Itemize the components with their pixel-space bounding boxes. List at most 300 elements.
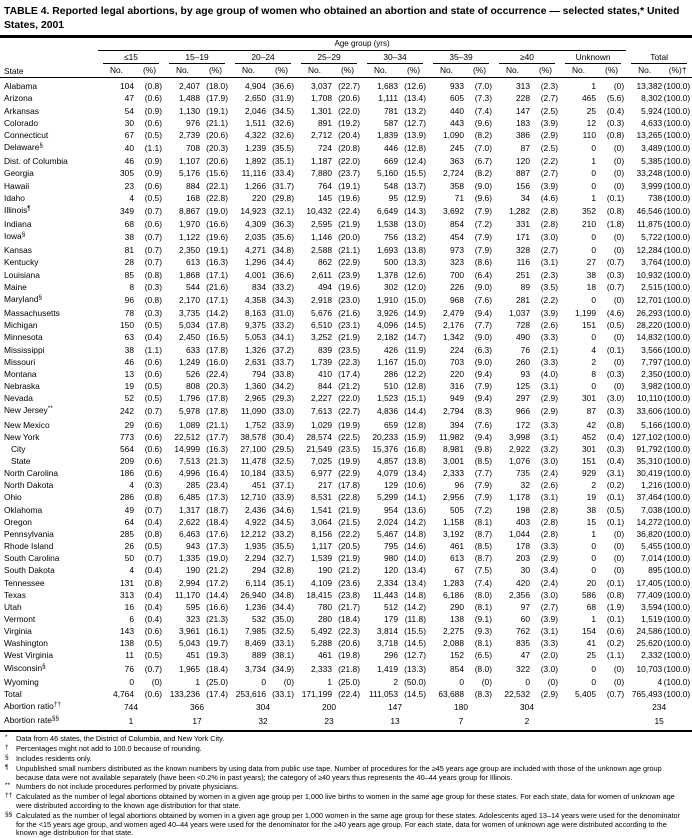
state-label: North Carolina (4, 468, 58, 479)
cell-percent: (4.0) (540, 368, 558, 379)
cell-percent: (0.6) (144, 368, 162, 379)
cell-percent: (18.4) (338, 614, 360, 624)
cell-number: 1,199 (575, 308, 596, 319)
cell-number: 440 (450, 105, 464, 116)
cell-number: 2,275 (443, 626, 464, 637)
cell-percent: (34.4) (272, 601, 294, 612)
cell-percent: (13.4) (404, 468, 426, 479)
cell-percent: (33.8) (272, 368, 294, 379)
cell-percent: (2.7) (540, 168, 558, 179)
cell-percent: (0.4) (144, 516, 162, 527)
cell-number: 781 (384, 105, 398, 116)
cell-percent: (7.0) (474, 81, 492, 92)
state-label: Illinois¶ (4, 204, 31, 215)
cell-number: 887 (516, 168, 530, 179)
cell-number: 2,227 (311, 393, 332, 404)
cell-percent: (13.0) (404, 219, 426, 229)
cell-number: 34 (520, 192, 530, 203)
cell-number: 11,982 (439, 431, 464, 442)
cell-number: 548 (384, 180, 398, 191)
cell-number: 4,857 (377, 455, 398, 466)
footnote-marker: † (5, 744, 9, 752)
cell-percent: (1.1) (606, 650, 625, 661)
cell-percent: (17.9) (206, 93, 228, 104)
cell-percent: (0.3) (606, 117, 625, 128)
table-row (0, 676, 692, 688)
cell-number: 12,710 (240, 492, 266, 503)
cell-percent: (12.8) (404, 419, 426, 430)
cell-number: 1,796 (179, 393, 200, 404)
cell-number: 8,867 (179, 205, 200, 216)
cell-number: 11,875 (637, 219, 663, 229)
cell-number: 780 (318, 601, 332, 612)
cell-percent: (21.5) (338, 516, 360, 527)
cell-number: 0 (591, 663, 596, 674)
cell-percent: (35.1) (272, 577, 294, 588)
cell-percent: (21.2) (338, 565, 360, 576)
cell-number: 1 (195, 676, 200, 687)
cell-percent: (13.2) (404, 232, 426, 243)
cell-number: 0 (525, 676, 530, 687)
cell-percent: (36.6) (272, 81, 294, 92)
cell-number: 4,309 (245, 219, 266, 229)
cell-number: 3,001 (443, 455, 464, 466)
cell-number: 13,382 (636, 81, 663, 92)
cell-number: 49 (124, 504, 134, 515)
cell-percent: (35.1) (272, 156, 294, 167)
cell-rate: 32 (230, 714, 296, 731)
cell-percent: (33.9) (272, 419, 294, 430)
cell-percent: (17.4) (206, 688, 228, 699)
cell-number: 296 (384, 650, 398, 661)
cell-number: 12,212 (240, 528, 266, 539)
cell-percent: (0.2) (606, 480, 625, 491)
cell-percent: (7.4) (474, 105, 492, 116)
cell-number: 349 (120, 205, 134, 216)
cell-number: 1 (591, 614, 596, 624)
cell-percent: (13.9) (404, 129, 426, 140)
cell-number: 116 (516, 257, 530, 268)
cell-percent: (7.2) (474, 504, 492, 515)
cell-number: 1,378 (377, 269, 398, 280)
cell-number: 178 (516, 541, 530, 552)
cell-number: 2,631 (245, 356, 266, 367)
table-row (0, 625, 692, 637)
cell-percent: (16.6) (206, 219, 228, 229)
cell-number: 1,130 (179, 105, 200, 116)
cell-percent: (18.4) (206, 516, 228, 527)
cell-number: 42 (586, 419, 596, 430)
table-row (0, 92, 692, 104)
cell-percent: (20.3) (206, 381, 228, 392)
cell-number: 285 (120, 528, 134, 539)
cell-number: 2,350 (179, 245, 200, 256)
age-group-header: Total (626, 50, 692, 64)
cell-percent: (8.1) (474, 638, 492, 649)
cell-percent: (8.2) (474, 168, 492, 179)
cell-number: 587 (384, 117, 398, 128)
cell-number: 1 (591, 81, 596, 92)
footnote-marker: †† (5, 792, 13, 800)
footnote-text: Data from 46 states, the District of Columbia, and New York City. (16, 734, 225, 744)
cell-number: 28 (124, 257, 134, 268)
cell-percent: (100.0) (663, 516, 691, 527)
cell-percent: (29.8) (272, 192, 294, 203)
cell-percent: (0.5) (144, 192, 162, 203)
cell-percent: (22.3) (338, 626, 360, 637)
cell-number: 5,160 (377, 168, 398, 179)
cell-percent: (9.4) (474, 368, 492, 379)
cell-percent: (9.1) (474, 614, 492, 624)
cell-percent: (17.3) (206, 492, 228, 503)
cell-number: 4,904 (245, 81, 266, 92)
pct-header: (%) (597, 64, 626, 78)
cell-number: 669 (384, 156, 398, 167)
state-label: Maryland§ (4, 293, 42, 304)
cell-percent: (0.6) (144, 419, 162, 430)
table-row (0, 180, 692, 192)
cell-number: 0 (459, 676, 464, 687)
cell-percent: (0.6) (144, 688, 162, 699)
state-label: City (11, 443, 26, 454)
cell-number: 3,926 (377, 308, 398, 319)
cell-percent: (0) (481, 676, 492, 687)
cell-number: 728 (516, 320, 530, 331)
cell-number: 64 (124, 516, 134, 527)
cell-number: 11,170 (175, 589, 200, 600)
cell-percent: (7.0) (474, 143, 492, 154)
cell-percent: (22.7) (338, 406, 360, 417)
cell-number: 8,302 (641, 93, 663, 104)
cell-percent: (0) (151, 676, 162, 687)
cell-number: 96 (454, 480, 464, 491)
cell-percent: (8.0) (474, 589, 492, 600)
cell-number: 76 (520, 344, 530, 355)
cell-percent: (19.6) (338, 192, 360, 203)
cell-percent: (35.6) (272, 232, 294, 243)
cell-percent: (23.4) (206, 480, 228, 491)
cell-number: 1,089 (179, 419, 200, 430)
cell-number: 152 (450, 650, 464, 661)
cell-number: 19 (586, 492, 596, 503)
cell-number: 21,549 (306, 443, 332, 454)
state-label: Maine (4, 281, 27, 292)
cell-percent: (0.1) (606, 577, 625, 588)
cell-percent: (3.4) (540, 565, 558, 576)
age-group-header: Unknown (560, 50, 626, 64)
cell-number: 171,199 (301, 688, 332, 699)
cell-percent: (0.8) (606, 589, 625, 600)
table-row (0, 105, 692, 117)
cell-percent: (3.3) (540, 638, 558, 649)
footnote-marker: §§ (5, 810, 13, 818)
footnote-text: Includes residents only. (16, 754, 92, 763)
cell-number: 4 (129, 565, 134, 576)
state-label: Minnesota (4, 332, 43, 343)
cell-number: 95 (388, 192, 398, 203)
cell-percent: (0.7) (606, 688, 625, 699)
cell-percent: (7.4) (474, 577, 492, 588)
cell-percent: (100.0) (663, 553, 691, 564)
cell-percent: (35.5) (272, 541, 294, 552)
cell-number: 50 (124, 553, 134, 564)
cell-number: 1,892 (245, 156, 266, 167)
cell-number: 5,166 (641, 419, 663, 430)
table-row (0, 613, 692, 625)
cell-number: 7,880 (311, 168, 332, 179)
cell-percent: (2.4) (540, 577, 558, 588)
cell-percent: (50.0) (404, 676, 426, 687)
cell-percent: (0.3) (144, 281, 162, 292)
cell-percent: (100.0) (663, 129, 691, 140)
state-label: Nevada (4, 393, 33, 404)
cell-number: 5,924 (641, 105, 663, 116)
cell-percent: (0) (283, 676, 294, 687)
cell-number: 703 (450, 356, 464, 367)
cell-number: 260 (516, 356, 530, 367)
cell-percent: (3.3) (540, 541, 558, 552)
cell-number: 1,693 (377, 245, 398, 256)
cell-number: 224 (450, 344, 464, 355)
cell-number: 2,035 (245, 232, 266, 243)
cell-percent: (0.8) (144, 81, 162, 92)
cell-percent: (15.9) (404, 431, 426, 442)
cell-number: 773 (120, 431, 134, 442)
cell-number: 1 (327, 676, 332, 687)
cell-number: 0 (591, 232, 596, 243)
cell-percent: (14.8) (404, 528, 426, 539)
cell-rate: 17 (164, 714, 230, 731)
cell-number: 1,683 (377, 81, 398, 92)
cell-number: 154 (582, 626, 596, 637)
cell-percent: (17.6) (206, 528, 228, 539)
cell-number: 47 (520, 650, 530, 661)
cell-number: 884 (186, 180, 200, 191)
state-label: Indiana (4, 219, 32, 229)
table-row (0, 540, 692, 552)
cell-percent: (29.5) (272, 443, 294, 454)
cell-number: 220 (252, 192, 266, 203)
cell-percent: (2.8) (540, 516, 558, 527)
cell-number: 281 (516, 294, 530, 305)
cell-number: 313 (120, 589, 134, 600)
cell-percent: (19.1) (206, 245, 228, 256)
cell-percent: (9.8) (474, 443, 492, 454)
cell-number: 564 (120, 443, 134, 454)
cell-percent: (8.7) (474, 528, 492, 539)
cell-percent: (7.9) (474, 245, 492, 256)
cell-rate: 744 (124, 702, 138, 713)
cell-number: 973 (450, 245, 464, 256)
cell-number: 323 (186, 614, 200, 624)
table-row (0, 714, 692, 731)
cell-number: 81 (124, 245, 134, 256)
cell-rate: 7 (428, 714, 494, 731)
table-row (0, 662, 692, 676)
cell-number: 38 (124, 232, 134, 243)
cell-percent: (32.7) (272, 553, 294, 564)
state-label: Dist. of Columbia (4, 156, 68, 167)
cell-percent: (17.4) (338, 368, 360, 379)
cell-number: 28,220 (636, 320, 663, 331)
cell-number: 2,356 (509, 589, 530, 600)
cell-number: 808 (186, 381, 200, 392)
state-label: Ohio (4, 492, 22, 503)
cell-number: 844 (318, 381, 332, 392)
cell-number: 5,385 (641, 156, 663, 167)
cell-number: 171 (516, 232, 530, 243)
cell-number: 168 (186, 192, 200, 203)
no-header: No. (560, 64, 597, 78)
cell-percent: (9.4) (474, 393, 492, 404)
cell-number: 1,187 (311, 156, 332, 167)
cell-percent: (21.3) (206, 455, 228, 466)
cell-number: 198 (516, 504, 530, 515)
cell-number: 4,922 (245, 516, 266, 527)
cell-percent: (3.3) (540, 332, 558, 343)
cell-number: 1 (591, 528, 596, 539)
cell-percent: (22.8) (338, 492, 360, 503)
cell-number: 7,513 (179, 455, 200, 466)
cell-percent: (20.8) (338, 143, 360, 154)
table-row (0, 129, 692, 141)
cell-percent: (2.9) (540, 553, 558, 564)
cell-percent: (0.7) (606, 257, 625, 268)
cell-percent: (22.2) (338, 528, 360, 539)
cell-percent: (3.9) (540, 117, 558, 128)
cell-percent: (7.5) (474, 565, 492, 576)
state-label: Washington (4, 638, 48, 649)
table-row (0, 244, 692, 256)
cell-percent: (0.6) (144, 468, 162, 479)
cell-percent: (23.0) (338, 294, 360, 305)
cell-percent: (3.5) (540, 281, 558, 292)
cell-number: 14,832 (636, 332, 663, 343)
cell-number: 179 (384, 614, 398, 624)
cell-percent: (23.9) (338, 269, 360, 280)
state-label: Vermont (4, 614, 36, 624)
cell-percent: (100.0) (663, 419, 691, 430)
table-row (0, 356, 692, 368)
cell-percent: (21.9) (338, 553, 360, 564)
footnote (4, 745, 689, 754)
cell-percent: (19.7) (206, 638, 228, 649)
table-row (0, 528, 692, 540)
cell-percent: (100.0) (663, 332, 691, 343)
cell-percent: (100.0) (663, 81, 691, 92)
cell-number: 451 (186, 650, 200, 661)
cell-number: 313 (516, 81, 530, 92)
cell-percent: (3.0) (540, 232, 558, 243)
cell-percent: (16.0) (206, 356, 228, 367)
cell-number: 7,797 (641, 356, 663, 367)
cell-percent: (32.1) (272, 205, 294, 216)
footnote-marker: * (5, 734, 8, 742)
cell-percent: (0.5) (144, 638, 162, 649)
cell-number: 724 (318, 143, 332, 154)
state-label: Tennessee (4, 577, 45, 588)
cell-percent: (16.3) (206, 443, 228, 454)
cell-percent: (8.3) (474, 688, 492, 699)
cell-number: 5,288 (311, 638, 332, 649)
cell-percent: (32.5) (272, 455, 294, 466)
cell-percent: (13.3) (404, 257, 426, 268)
state-label: West Virginia (4, 650, 54, 661)
cell-number: 1,342 (443, 332, 464, 343)
state-label: Oregon (4, 516, 32, 527)
cell-percent: (100.0) (663, 577, 691, 588)
cell-number: 4,764 (113, 688, 134, 699)
cell-percent: (14.4) (206, 589, 228, 600)
state-label: Texas (4, 589, 26, 600)
cell-percent: (17.8) (206, 344, 228, 355)
cell-percent: (12.2) (404, 368, 426, 379)
cell-percent: (100.0) (663, 431, 691, 442)
cell-percent: (100.0) (663, 492, 691, 503)
cell-number: 8,156 (311, 528, 332, 539)
cell-number: 2,595 (311, 219, 332, 229)
state-label: Nebraska (4, 381, 40, 392)
cell-percent: (1.8) (606, 219, 625, 229)
cell-percent: (100.0) (663, 294, 691, 305)
cell-number: 67 (454, 565, 464, 576)
cell-percent: (36.3) (272, 219, 294, 229)
cell-percent: (3.9) (540, 180, 558, 191)
cell-percent: (0) (613, 180, 625, 191)
state-label: Kansas (4, 245, 32, 256)
cell-number: 943 (186, 541, 200, 552)
cell-number: 18,415 (306, 589, 332, 600)
cell-percent: (32.5) (272, 626, 294, 637)
table-row (0, 380, 692, 392)
pct-header: (%) (135, 64, 164, 78)
cell-number: 2,994 (179, 577, 200, 588)
cell-number: 1,326 (245, 344, 266, 355)
cell-number: 1,708 (311, 93, 332, 104)
cell-number: 52 (124, 393, 134, 404)
cell-number: 0 (591, 565, 596, 576)
cell-number: 38 (124, 344, 134, 355)
cell-number: 4 (129, 192, 134, 203)
cell-number: 46,546 (636, 205, 663, 216)
cell-number: 316 (450, 381, 464, 392)
cell-number: 1 (591, 192, 596, 203)
cell-number: 331 (516, 219, 530, 229)
cell-number: 410 (318, 368, 332, 379)
cell-percent: (9.0) (474, 332, 492, 343)
cell-percent: (20.3) (206, 143, 228, 154)
cell-percent: (6.7) (474, 156, 492, 167)
cell-percent: (15.1) (404, 393, 426, 404)
cell-number: 30 (520, 565, 530, 576)
cell-number: 97 (520, 601, 530, 612)
table-row (0, 256, 692, 268)
cell-number: 1,167 (377, 356, 398, 367)
cell-number: 613 (186, 257, 200, 268)
cell-number: 305 (120, 168, 134, 179)
cell-number: 133,236 (169, 688, 200, 699)
cell-number: 26,940 (240, 589, 266, 600)
cell-number: 220 (450, 368, 464, 379)
cell-number: 93 (520, 368, 530, 379)
pct-header: (%) (267, 64, 296, 78)
cell-percent: (13.7) (404, 180, 426, 191)
cell-percent: (12.7) (404, 117, 426, 128)
cell-number: 494 (318, 281, 332, 292)
cell-percent: (22.7) (338, 81, 360, 92)
table-row (0, 637, 692, 649)
cell-percent: (0.7) (144, 553, 162, 564)
